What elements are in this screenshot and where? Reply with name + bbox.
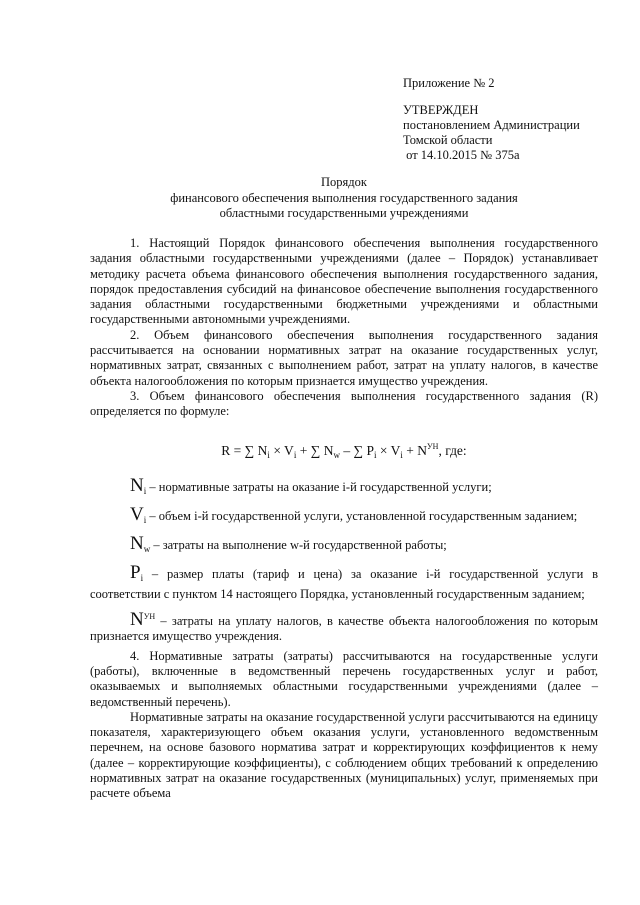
formula-part: × V <box>269 442 294 458</box>
formula-sub: i <box>400 449 403 460</box>
formula-sub: i <box>373 449 377 460</box>
paragraph-1: 1. Настоящий Порядок финансового обеспечения выполнения государственного задания областными государственными учреждениями (далее – Порядок) устанавливает методику расчета объема финансового обеспечения выполнения государственного задания, порядок предоставления субсидий на финансовое обеспечение выполнения государственного задания областными государственными бюджетными учреждениями и областными государственными автономными учреждениями. <box>90 236 598 327</box>
definition-text: – размер платы (тариф и цена) за оказание i-й государственной услуги в соответствии с пунктом 14 настоящего Порядка, установленный государственным заданием; <box>90 567 598 601</box>
definition-text: – затраты на выполнение w-й государственной работы; <box>150 538 447 553</box>
formula-part: × V <box>376 442 401 458</box>
definition-text: – нормативные затраты на оказание i-й государственной услуги; <box>146 479 492 494</box>
definition-nw <box>90 535 598 557</box>
symbol-sub: i <box>140 573 144 584</box>
approval-line-3: от 14.10.2015 № 375а <box>403 148 520 162</box>
symbol-sup: УН <box>143 612 156 622</box>
symbol: N <box>130 474 144 496</box>
definition-pi <box>90 564 598 602</box>
formula-sub: i <box>293 449 297 460</box>
approval-line-2: Томской области <box>403 133 493 147</box>
formula <box>90 439 598 463</box>
formula-part: – ∑ P <box>339 442 374 458</box>
definition-vi <box>90 503 598 528</box>
formula-sub: i <box>267 449 270 460</box>
paragraph-2: 2. Объем финансового обеспечения выполнения государственного задания рассчитывается на основании нормативных затрат на оказание государственных услуг, нормативных затрат, связанных с выполнением работ, затрат на уплату налогов, в качестве объекта налогообложения по которым признается имущество учреждения. <box>90 327 598 388</box>
formula-part: + ∑ N <box>296 442 334 458</box>
paragraph-5: Нормативные затраты на оказание государственной услуги рассчитываются на единицу показателя, характеризующего объем оказания услуги, установленного ведомственным перечнем, на основе базового норматива затрат и корректирующих коэффициентов к нему (далее – корректирующие коэффициенты), с соблюдением общих требований к определению нормативных затрат на оказание государственных (муниципальных) услуг, применяемых при расчете объема <box>90 709 598 801</box>
formula-sub: w <box>333 449 340 460</box>
title-line-3: областными государственными учреждениями <box>219 206 469 220</box>
title-line-2: финансового обеспечения выполнения государственного задания <box>170 190 518 205</box>
approved-stamp: УТВЕРЖДЕН <box>403 103 479 117</box>
definition-text: – объем i-й государственной услуги, установленной государственным заданием; <box>146 508 578 523</box>
formula-part: , где: <box>438 442 467 458</box>
document-body <box>90 236 598 802</box>
formula-part: + N <box>402 442 427 458</box>
formula-part: R = ∑ N <box>221 442 268 458</box>
paragraph-4: 4. Нормативные затраты (затраты) рассчитываются на государственные услуги (работы), включенные в ведомственный перечень государственных услуг и работ, оказываемых и выполняемых областными государственными учреждениями (далее – ведомственный перечень). <box>90 648 598 709</box>
symbol: P <box>130 562 141 584</box>
symbol-sub: w <box>143 544 151 555</box>
symbol-sub: i <box>143 514 147 525</box>
symbol-sub: i <box>143 485 147 496</box>
definition-nun <box>90 609 598 645</box>
symbol: V <box>130 503 144 525</box>
symbol: N <box>130 533 144 555</box>
formula-sup: УН <box>427 441 439 451</box>
approval-block <box>403 76 580 163</box>
approval-line-1: постановлением Администрации <box>403 118 580 132</box>
definition-text: – затраты на уплату налогов, в качестве объекта налогообложения по которым признается имущество учреждения. <box>90 614 598 644</box>
paragraph-3: 3. Объем финансового обеспечения выполнения государственного задания (R) определяется по формуле: <box>90 388 598 419</box>
symbol: N <box>130 609 144 631</box>
title-line-1: Порядок <box>321 175 367 189</box>
document-title <box>90 175 598 222</box>
appendix-number: Приложение № 2 <box>403 76 495 90</box>
definition-ni <box>90 474 598 499</box>
